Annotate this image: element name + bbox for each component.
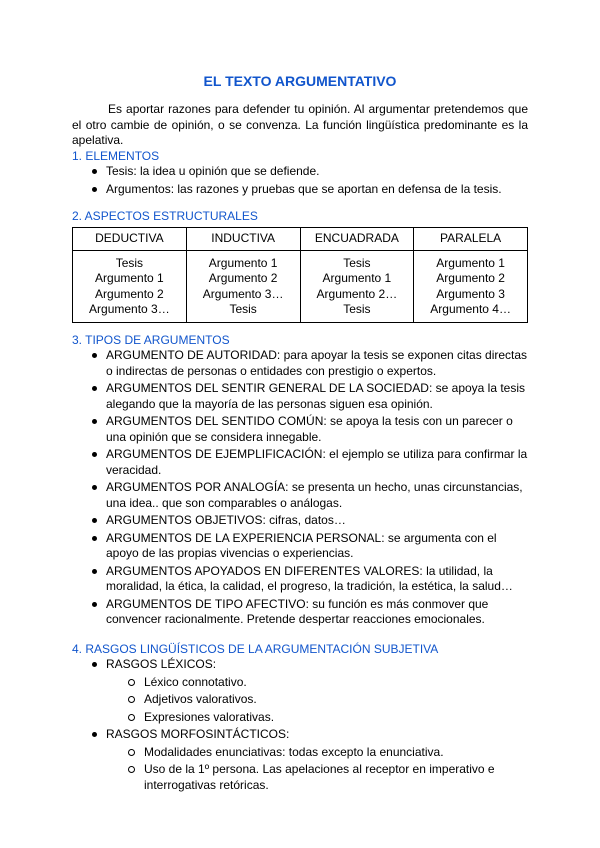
list-item: Tesis: la idea u opinión que se defiende.: [72, 164, 528, 180]
list-item: Argumentos: las razones y pruebas que se aportan en defensa de la tesis.: [72, 182, 528, 198]
sublist-item: Modalidades enunciativas: todas excepto la enunciativa.: [72, 745, 528, 761]
cell-line: Argumento 2: [208, 271, 278, 285]
cell-line: Argumento 2…: [316, 286, 398, 301]
table-header-cell: ENCUADRADA: [300, 227, 414, 250]
table-header-cell: PARALELA: [414, 227, 528, 250]
table-cell-inductiva: [186, 250, 300, 322]
list-item: ARGUMENTOS APOYADOS EN DIFERENTES VALORES: la utilidad, la moralidad, la ética, la calidad, el progreso, la tradición, la estética, la salud…: [72, 564, 528, 595]
cell-line: Argumento 2: [95, 286, 164, 301]
table-cell-paralela: [414, 250, 528, 322]
cell-line: Tesis: [229, 302, 257, 316]
elementos-list: [72, 164, 528, 197]
lexicos-sublist: [72, 675, 528, 726]
cell-line: Tesis: [115, 255, 144, 270]
morfosintacticos-sublist: [72, 745, 528, 794]
table-cell-encuadrada: [300, 250, 414, 322]
sublist-item: Adjetivos valorativos.: [72, 692, 528, 708]
rasgos-list-2: [72, 727, 528, 743]
table-header-cell: INDUCTIVA: [186, 227, 300, 250]
group-label-morfosintacticos: RASGOS MORFOSINTÁCTICOS:: [106, 727, 290, 741]
group-label-lexicos: RASGOS LÉXICOS:: [106, 657, 217, 671]
section-heading-rasgos: 4. RASGOS LINGÜÍSTICOS DE LA ARGUMENTACIÓN SUBJETIVA: [72, 641, 439, 656]
table-header-row: [73, 227, 528, 250]
cell-line: Argumento 1: [208, 255, 278, 270]
list-item: ARGUMENTOS DEL SENTIDO COMÚN: se apoya la tesis con un parecer o una opinión que se considera innegable.: [72, 414, 528, 445]
table-cell-deductiva: [73, 250, 187, 322]
list-item: ARGUMENTOS DE TIPO AFECTIVO: su función es más conmover que convencer racionalmente. Pretende despertar reacciones emocionales.: [72, 597, 528, 628]
cell-line: Argumento 3: [436, 286, 505, 301]
table-row: [73, 250, 528, 322]
document-title: EL TEXTO ARGUMENTATIVO: [203, 73, 397, 89]
sublist-item: Uso de la 1º persona. Las apelaciones al receptor en imperativo e interrogativas retóricas.: [72, 762, 528, 793]
cell-line: Argumento 4…: [430, 302, 511, 316]
section-heading-aspectos: 2. ASPECTOS ESTRUCTURALES: [72, 209, 258, 223]
table-header-cell: DEDUCTIVA: [73, 227, 187, 250]
list-item: ARGUMENTOS POR ANALOGÍA: se presenta un hecho, unas circunstancias, una idea.. que son comparables o análogas.: [72, 480, 528, 511]
cell-line: Argumento 2: [436, 271, 505, 285]
list-item: [72, 727, 528, 743]
tipos-list: [72, 348, 528, 628]
sublist-item: Léxico connotativo.: [72, 675, 528, 691]
intro-paragraph: Es aportar razones para defender tu opinión. Al argumentar pretendemos que el otro cambie de opinión, o se convenza. La función lingüística predominante es la apelativa.: [72, 102, 528, 147]
sublist-item: Expresiones valorativas.: [72, 710, 528, 726]
cell-line: Tesis: [343, 255, 371, 270]
section-heading-tipos: 3. TIPOS DE ARGUMENTOS: [72, 332, 230, 347]
cell-line: Argumento 3…: [202, 286, 284, 301]
section-heading-elementos: 1. ELEMENTOS: [72, 148, 160, 163]
list-item: ARGUMENTOS OBJETIVOS: cifras, datos…: [72, 513, 528, 529]
list-item: ARGUMENTOS DE EJEMPLIFICACIÓN: el ejemplo se utiliza para confirmar la veracidad.: [72, 447, 528, 478]
cell-line: Argumento 1: [322, 271, 392, 285]
cell-line: Argumento 3…: [89, 302, 170, 316]
structure-table: [72, 227, 528, 323]
cell-line: Tesis: [343, 302, 371, 316]
cell-line: Argumento 1: [436, 255, 505, 270]
rasgos-list: [72, 657, 528, 673]
list-item: ARGUMENTOS DE LA EXPERIENCIA PERSONAL: se argumenta con el apoyo de las propias vivencias o experiencias.: [72, 531, 528, 562]
list-item: ARGUMENTO DE AUTORIDAD: para apoyar la tesis se exponen citas directas o indirectas de personas o entidades con prestigio o expertos.: [72, 348, 528, 379]
list-item: ARGUMENTOS DEL SENTIR GENERAL DE LA SOCIEDAD: se apoya la tesis alegando que la mayoría de las personas siguen esa opinión.: [72, 381, 528, 412]
list-item: [72, 657, 528, 673]
cell-line: Argumento 1: [95, 271, 164, 285]
